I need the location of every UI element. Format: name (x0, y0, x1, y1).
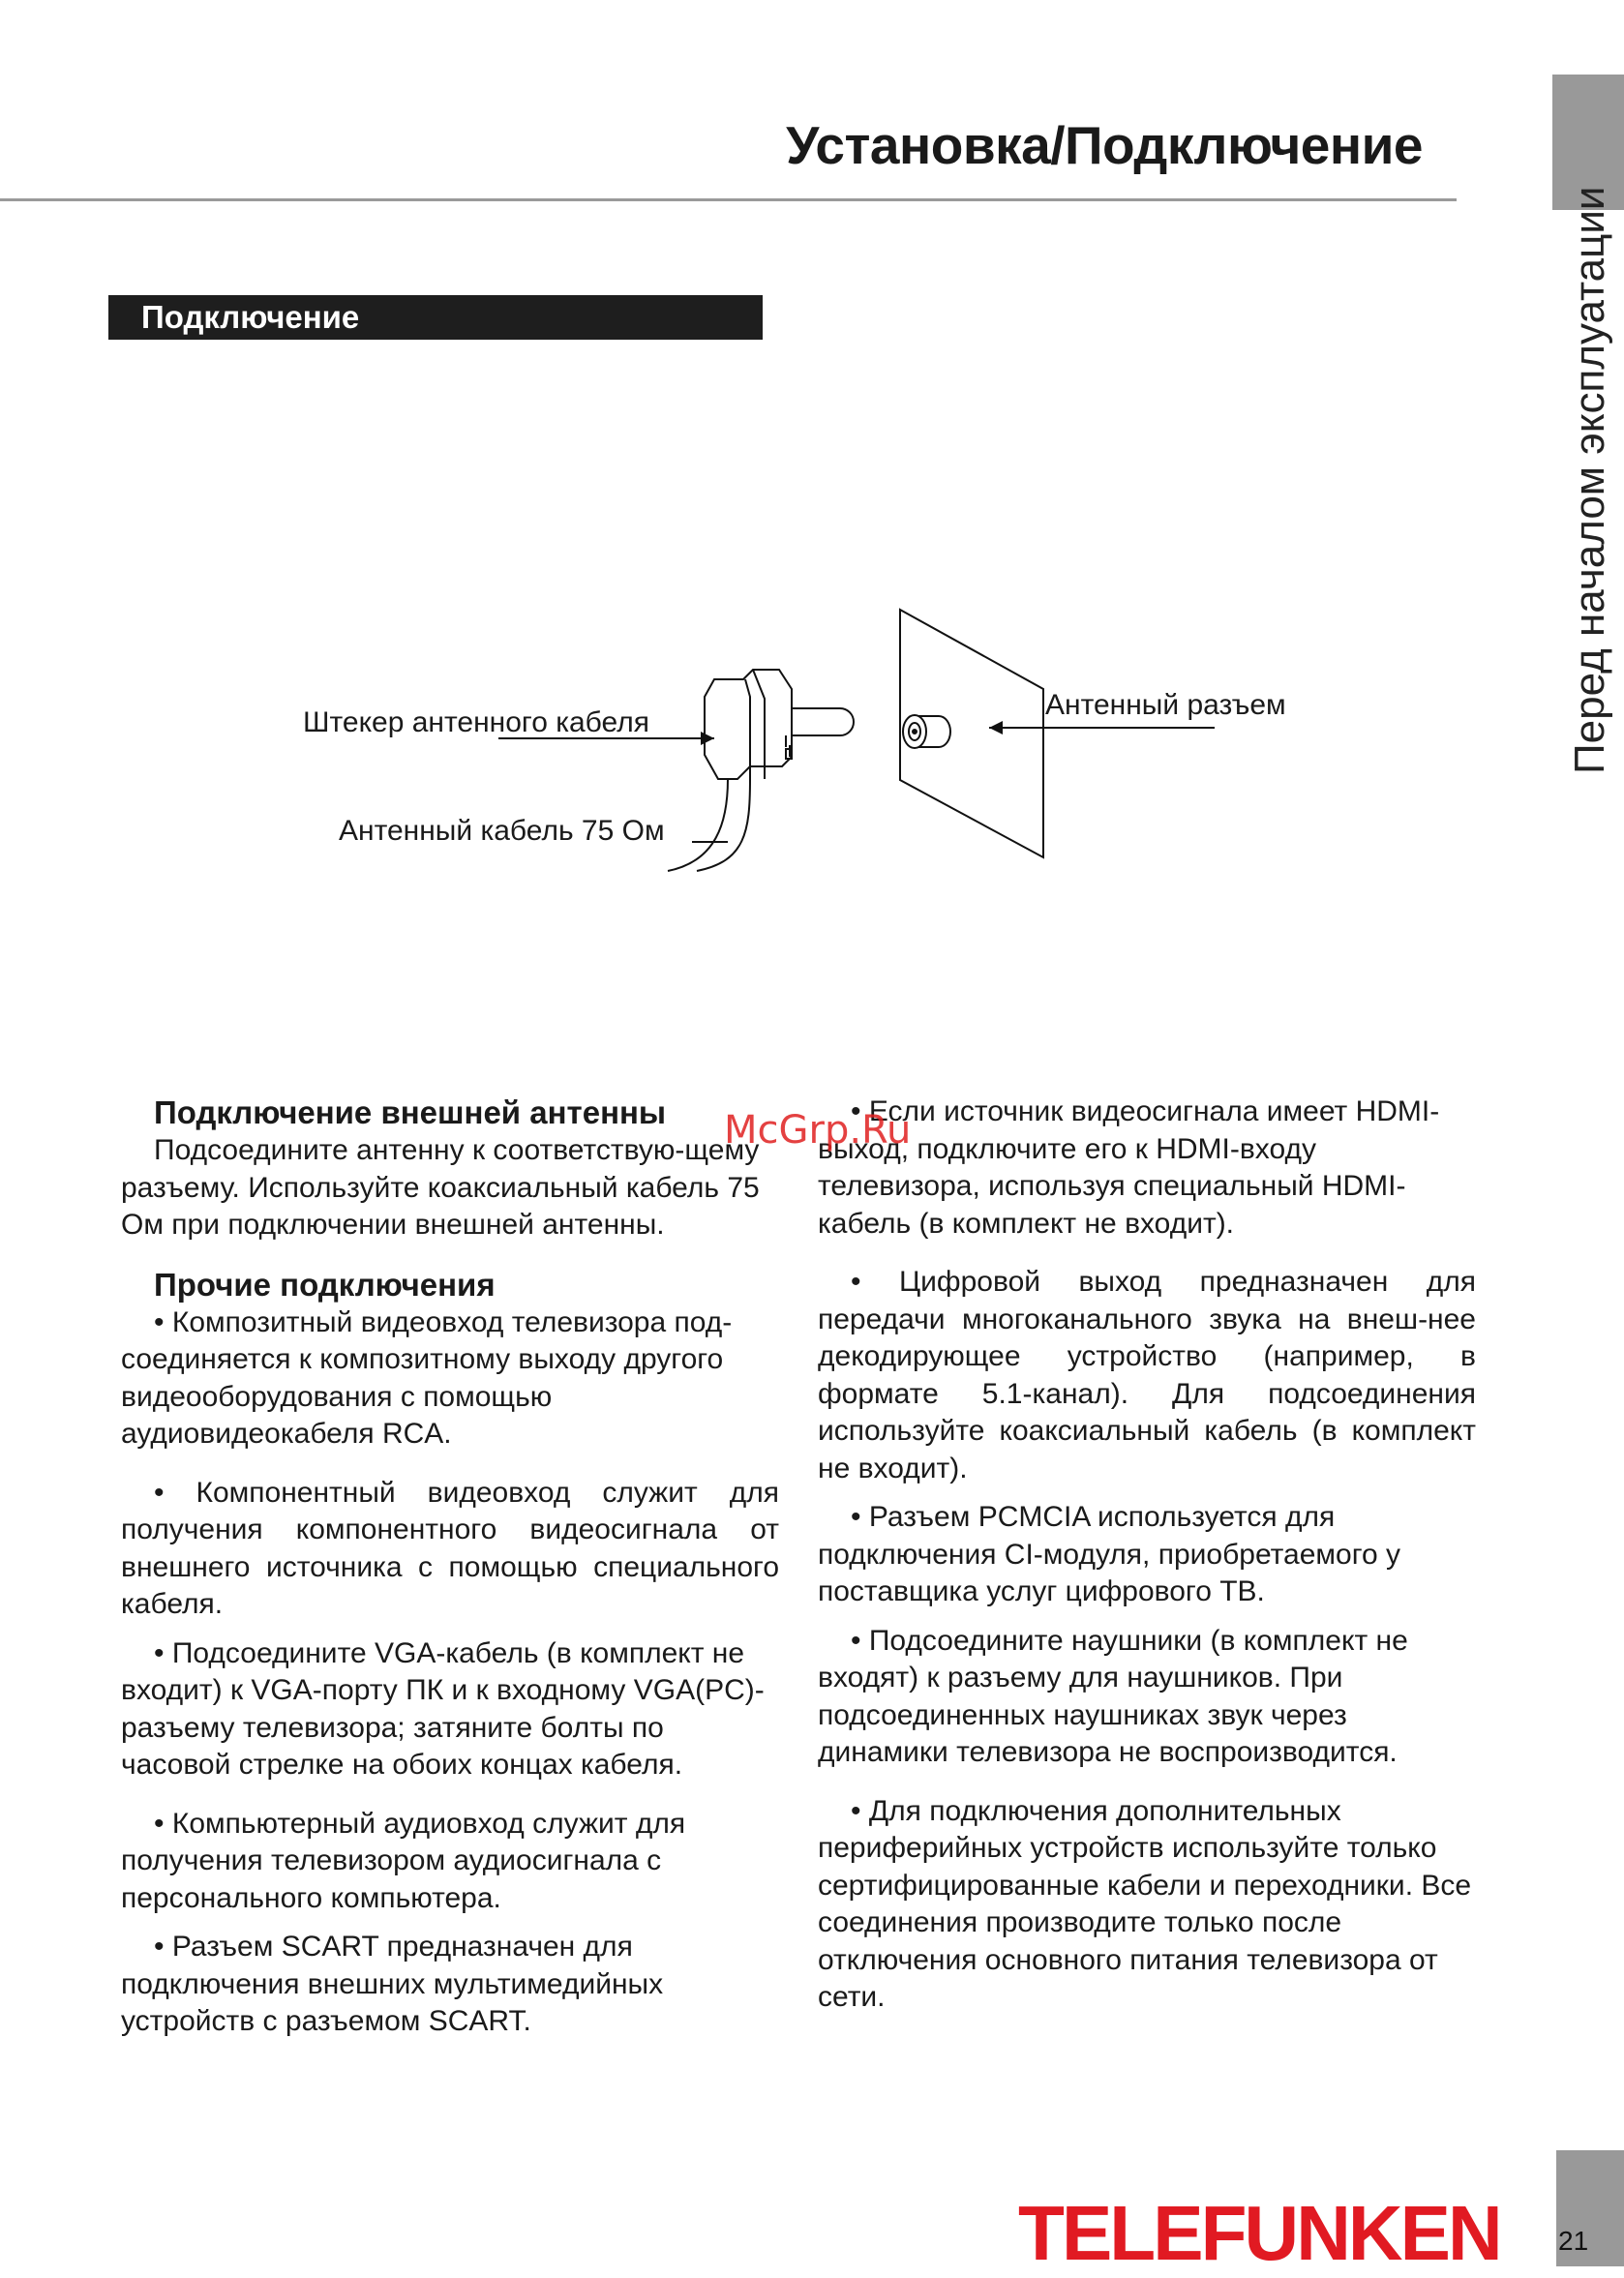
side-section-label: Перед началом эксплуатации (1566, 186, 1613, 774)
plug-label: Штекер антенного кабеля (303, 706, 649, 738)
antenna-plug-icon (705, 670, 854, 779)
wall-socket-icon (900, 610, 1043, 857)
list-item: • Разъем SCART предназначен для подключения внешних мультимедийных устройств с разъемом SCART. (121, 1931, 664, 2037)
list-item: • Цифровой выход предназначен для передачи многоканального звука на внеш-нее декодирующее устройство (например, в формате 5.1-канал). Для подсоединения используйте коаксиальный кабель (в комплект не входит). (818, 1266, 1476, 1484)
title-divider (0, 198, 1457, 201)
cable-label: Антенный кабель 75 Ом (339, 815, 665, 847)
list-item: • Для подключения дополнительных периферийных устройств используйте только сертифицированные кабели и переходники. Все соединения производите только после отключения основного питания телевизора от сети. (818, 1794, 1472, 2013)
brand-logo: TELEFUNKEN (1018, 2190, 1500, 2276)
other-connections-heading: Прочие подключения (154, 1266, 496, 1303)
page-title: Установка/Подключение (786, 115, 1423, 175)
list-item: • Если источник видеосигнала имеет HDMI-выход, подключите его к HDMI-входу телевизора, используя специальный HDMI-кабель (в комплект не входит). (818, 1095, 1440, 1240)
left-column (121, 1094, 779, 2041)
list-item: • Композитный видеовход телевизора под-соединяется к композитному выходу другого видеооборудования с помощью аудиовидеокабеля RCA. (121, 1305, 733, 1450)
antenna-connection-diagram (0, 581, 1355, 929)
socket-label: Антенный разъем (1045, 689, 1286, 721)
page-number: 21 (1558, 2226, 1589, 2256)
list-item: • Компонентный видеовход служит для получения компонентного видеосигнала от внешнего источника с помощью специального кабеля. (121, 1476, 779, 1620)
list-item: • Подсоедините VGA-кабель (в комплект не входит) к VGA-порту ПК и к входному VGA(PC)-разъему телевизора; затяните болты по часовой стрелке на обоих концах кабеля. (121, 1636, 765, 1781)
antenna-cable (663, 779, 752, 881)
antenna-heading: Подключение внешней антенны (154, 1094, 667, 1130)
watermark: McGrp.Ru (724, 1108, 912, 1153)
list-item: • Разъем PCMCIA используется для подключения CI-модуля, приобретаемого у поставщика услуг цифрового ТВ. (818, 1501, 1401, 1607)
list-item: • Компьютерный аудиовход служит для получения телевизором аудиосигнала с персонального компьютера. (121, 1807, 686, 1914)
antenna-paragraph: Подсоедините антенну к соответствую-щему разъему. Используйте коаксиальный кабель 75 Ом при подключении внешней антенны. (121, 1134, 760, 1241)
list-item: • Подсоедините наушники (в комплект не входят) к разъему для наушников. При подсоединенных наушниках звук через динамики телевизора не воспроизводится. (818, 1624, 1408, 1768)
section-heading-bar: Подключение (108, 295, 763, 340)
right-column (818, 1094, 1476, 2017)
